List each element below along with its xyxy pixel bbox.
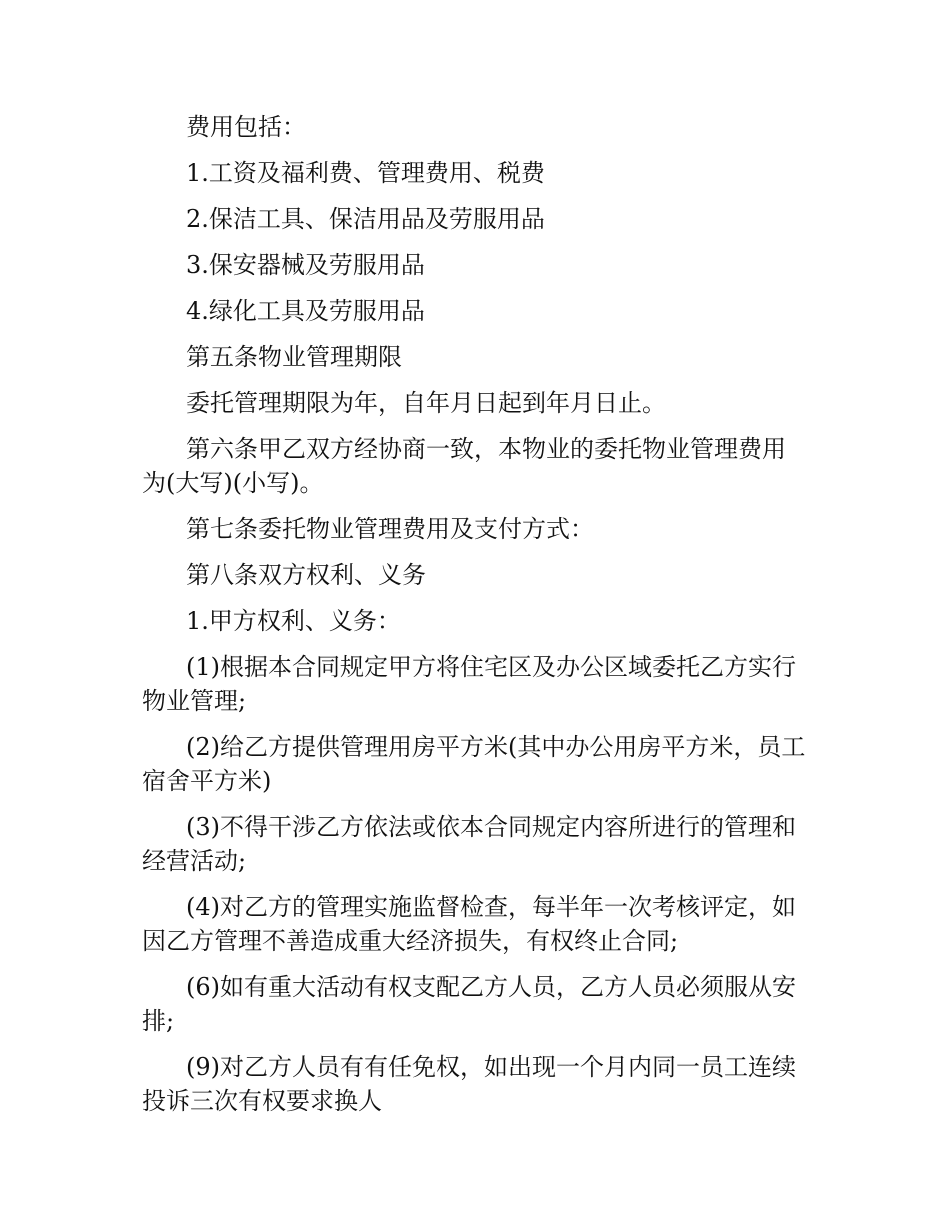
paragraph-fees-include: 费用包括： [186,113,306,141]
article-8-heading: 第八条双方权利、义务 [186,561,426,589]
paragraph-item-4: 4.绿化工具及劳服用品 [186,297,425,325]
article-6-paragraph: 第六条甲乙双方经协商一致，本物业的委托物业管理费用为(大写)(小写)。 [142,435,786,497]
paragraph-term: 委托管理期限为年，自年月日起到年月日止。 [186,389,666,417]
paragraph-item-1: 1.工资及福利费、管理费用、税费 [186,159,545,187]
document-body [142,110,808,1130]
clause-6-paragraph: (6)如有重大活动有权支配乙方人员，乙方人员必须服从安排; [142,973,796,1035]
clause-9-paragraph: (9)对乙方人员有有任免权，如出现一个月内同一员工连续投诉三次有权要求换人 [142,1053,796,1115]
party-a-rights-heading: 1.甲方权利、义务： [186,607,401,635]
article-7-heading: 第七条委托物业管理费用及支付方式： [186,515,594,543]
clause-4-paragraph: (4)对乙方的管理实施监督检查，每半年一次考核评定，如因乙方管理不善造成重大经济损失，有权终止合同; [142,893,796,955]
clause-3-paragraph: (3)不得干涉乙方依法或依本合同规定内容所进行的管理和经营活动; [142,813,796,875]
article-5-heading: 第五条物业管理期限 [186,343,402,371]
paragraph-item-3: 3.保安器械及劳服用品 [186,251,425,279]
clause-2-paragraph: (2)给乙方提供管理用房平方米(其中办公用房平方米，员工宿舍平方米) [142,733,806,795]
clause-1-paragraph: (1)根据本合同规定甲方将住宅区及办公区域委托乙方实行物业管理; [142,653,796,715]
paragraph-item-2: 2.保洁工具、保洁用品及劳服用品 [186,205,545,233]
